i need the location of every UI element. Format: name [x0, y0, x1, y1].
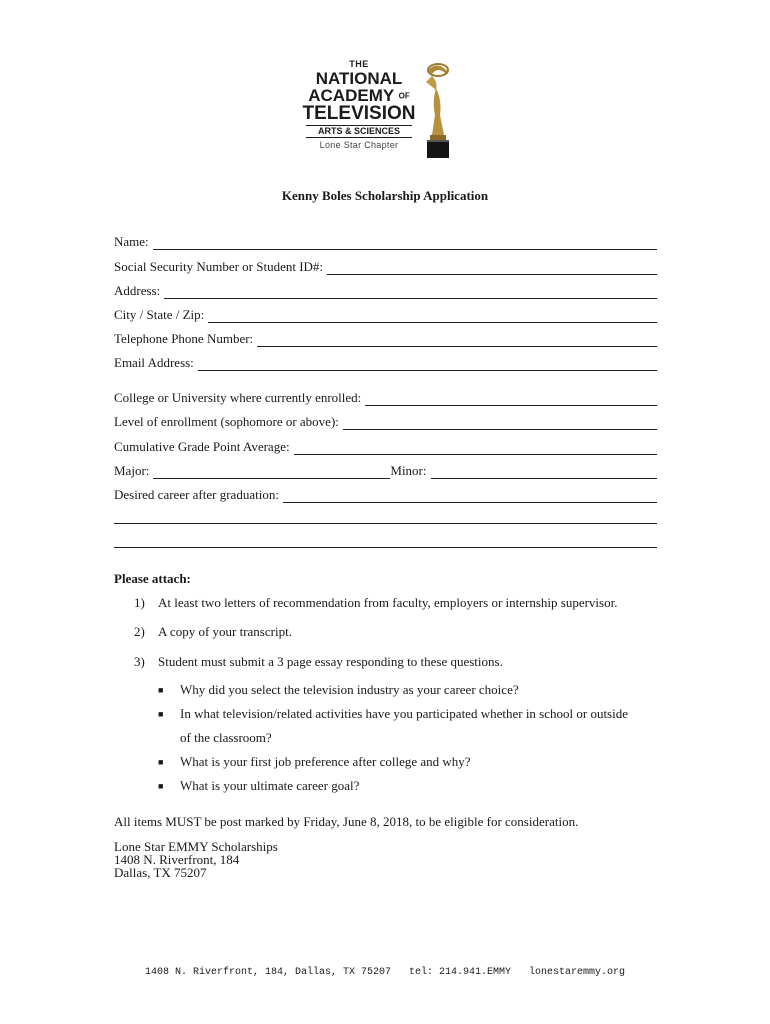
bullet-icon: ■	[158, 709, 164, 719]
enrollment-level-input-line[interactable]	[343, 415, 657, 430]
name-label: Name:	[114, 234, 149, 249]
career-extra-line-1[interactable]	[114, 523, 657, 524]
logo-television: TELEVISION	[302, 103, 416, 124]
question-text: Why did you select the television industry as your career choice?	[180, 682, 519, 697]
career-input-line[interactable]	[283, 488, 657, 503]
logo-chapter: Lone Star Chapter	[319, 140, 399, 150]
career-field[interactable]	[114, 485, 657, 503]
logo-academy: ACADEMY	[308, 86, 394, 105]
college-label: College or University where currently enrolled:	[114, 390, 362, 405]
deadline-note: All items MUST be post marked by Friday, June 8, 2018, to be eligible for consideration.	[114, 814, 579, 829]
logo-the: THE	[349, 59, 369, 69]
college-field[interactable]	[114, 388, 657, 406]
nata-logo	[300, 52, 460, 162]
attach-item-text: At least two letters of recommendation from faculty, employers or internship supervisor.	[158, 595, 618, 610]
enrollment-level-label: Level of enrollment (sophomore or above):	[114, 414, 339, 429]
gpa-label: Cumulative Grade Point Average:	[114, 439, 290, 454]
address-field[interactable]	[114, 281, 657, 299]
phone-input-line[interactable]	[257, 332, 657, 347]
minor-label: Minor:	[390, 463, 427, 478]
city-state-zip-field[interactable]	[114, 305, 657, 323]
city-state-zip-input-line[interactable]	[208, 308, 657, 323]
page-title: Kenny Boles Scholarship Application	[281, 188, 489, 203]
attach-item-number: 2)	[134, 624, 145, 639]
attach-heading: Please attach:	[114, 571, 191, 586]
minor-input-line[interactable]	[431, 464, 657, 479]
phone-field[interactable]	[114, 329, 657, 347]
address-line-1: Lone Star EMMY Scholarships	[114, 839, 278, 854]
attach-item-2	[134, 624, 292, 640]
gpa-input-line[interactable]	[294, 440, 657, 455]
question-text: In what television/related activities have you participated whether in school or outside	[180, 706, 628, 721]
address-line-3: Dallas, TX 75207	[114, 865, 207, 880]
address-input-line[interactable]	[164, 284, 657, 299]
question-item	[158, 754, 471, 770]
city-state-zip-label: City / State / Zip:	[114, 307, 205, 322]
logo-national: NATIONAL	[315, 69, 403, 88]
ssn-field[interactable]	[114, 257, 657, 275]
attach-item-text: Student must submit a 3 page essay responding to these questions.	[158, 654, 503, 669]
address-label: Address:	[114, 283, 161, 298]
emmy-statuette-icon	[418, 60, 458, 162]
attach-item-text: A copy of your transcript.	[158, 624, 292, 639]
page-footer: 1408 N. Riverfront, 184, Dallas, TX 75207 tel: 214.941.EMMY lonestaremmy.org	[144, 967, 626, 978]
question-continuation: of the classroom?	[180, 730, 272, 745]
bullet-icon: ■	[158, 781, 164, 791]
attach-item-number: 3)	[134, 654, 145, 669]
bullet-icon: ■	[158, 757, 164, 767]
question-text: What is your first job preference after college and why?	[180, 754, 471, 769]
mailing-address	[114, 840, 278, 879]
question-item	[158, 778, 359, 794]
attach-item-number: 1)	[134, 595, 145, 610]
question-item	[158, 706, 628, 722]
ssn-input-line[interactable]	[327, 260, 657, 275]
attach-item-3	[134, 654, 503, 670]
question-text: What is your ultimate career goal?	[180, 778, 360, 793]
name-input-line[interactable]	[153, 235, 657, 250]
attach-item-1	[134, 595, 617, 611]
gpa-field[interactable]	[114, 437, 657, 455]
major-input-line[interactable]	[153, 464, 390, 479]
name-field[interactable]	[114, 232, 657, 250]
logo-academy-line	[300, 87, 418, 104]
bullet-icon: ■	[158, 685, 164, 695]
major-minor-field[interactable]	[114, 461, 657, 479]
college-input-line[interactable]	[365, 391, 657, 406]
enrollment-level-field[interactable]	[114, 412, 657, 430]
email-label: Email Address:	[114, 355, 194, 370]
major-label: Major:	[114, 463, 150, 478]
logo-wordmark	[300, 52, 418, 150]
ssn-label: Social Security Number or Student ID#:	[114, 259, 324, 274]
career-label: Desired career after graduation:	[114, 487, 279, 502]
email-field[interactable]	[114, 353, 657, 371]
phone-label: Telephone Phone Number:	[114, 331, 254, 346]
email-input-line[interactable]	[198, 356, 657, 371]
logo-arts-sciences: ARTS & SCIENCES	[306, 125, 412, 138]
address-line-2: 1408 N. Riverfront, 184	[114, 852, 240, 867]
career-extra-line-2[interactable]	[114, 547, 657, 548]
logo-of: OF	[398, 91, 410, 101]
question-item	[158, 682, 519, 698]
